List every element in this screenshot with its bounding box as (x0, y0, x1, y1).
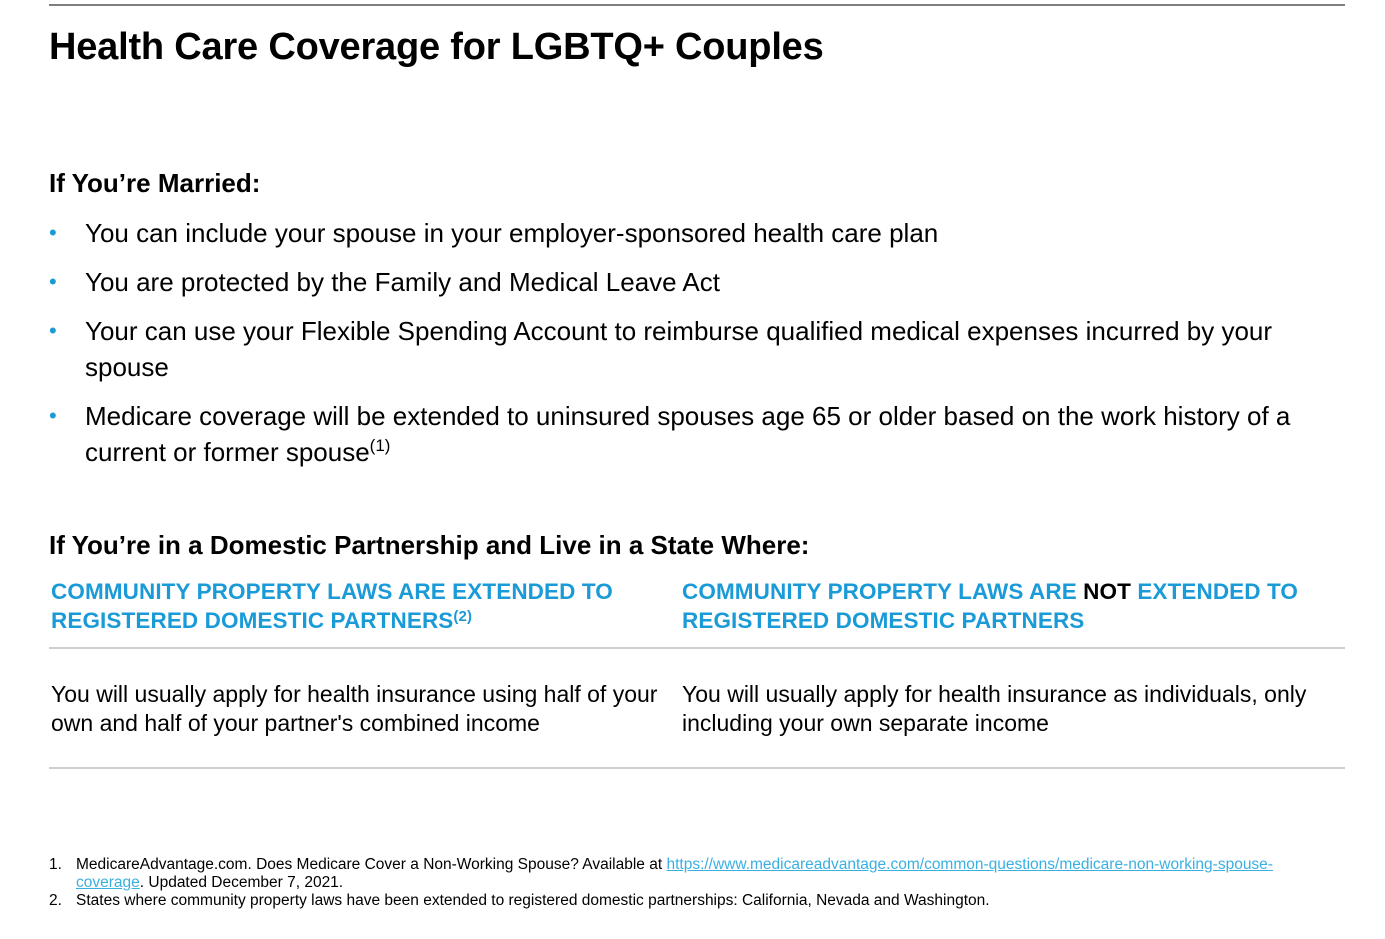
bullet-item (49, 264, 1349, 300)
domestic-partnership-heading: If You’re in a Domestic Partnership and Live in a State Where: (49, 530, 810, 560)
bullet-item (49, 313, 1349, 385)
not-emphasis: NOT (1083, 579, 1131, 604)
footnote-item (49, 856, 1339, 892)
page-title: Health Care Coverage for LGBTQ+ Couples (49, 26, 824, 68)
footnote-text: States where community property laws have been extended to registered domestic partnerships: California, Nevada and Washington. (76, 892, 990, 909)
footnote-ref: (2) (453, 608, 473, 625)
bullet-dot-icon: • (49, 269, 57, 294)
not-extended-header-text-before: COMMUNITY PROPERTY LAWS ARE (682, 579, 1084, 604)
bullet-text: Medicare coverage will be extended to uninsured spouses age 65 or older based on the work history of a current or former spouse (85, 401, 1291, 467)
not-extended-column-header (682, 577, 1332, 635)
bullet-dot-icon: • (49, 318, 57, 343)
footnote-item (49, 892, 1339, 910)
extended-column-header (51, 577, 641, 635)
bullet-text: You are protected by the Family and Medical Leave Act (85, 267, 720, 297)
bullet-text: You can include your spouse in your employer-sponsored health care plan (85, 218, 939, 248)
married-heading: If You’re Married: (49, 168, 261, 198)
table-divider-bottom (49, 767, 1345, 769)
extended-header-text: COMMUNITY PROPERTY LAWS ARE EXTENDED TO REGISTERED DOMESTIC PARTNERS (51, 579, 613, 633)
footnote-number: 1. (49, 856, 62, 873)
footnotes-list (49, 856, 1339, 910)
bullet-dot-icon: • (49, 220, 57, 245)
top-divider (49, 4, 1345, 6)
source-link[interactable]: https://www.medicareadvantage.com/common-questions/medicare-non-working-spouse-coverage (76, 856, 1273, 891)
bullet-item (49, 215, 1349, 251)
married-bullet-list (49, 215, 1349, 483)
table-divider-top (49, 647, 1345, 649)
footnote-number: 2. (49, 892, 62, 909)
bullet-dot-icon: • (49, 403, 57, 428)
footnote-text-after: . Updated December 7, 2021. (139, 874, 344, 891)
not-extended-column-text: You will usually apply for health insurance as individuals, only including your own separate income (682, 681, 1307, 736)
extended-column-text: You will usually apply for health insurance using half of your own and half of your partner's combined income (51, 681, 658, 736)
not-extended-header-text-after: EXTENDED TO REGISTERED DOMESTIC PARTNERS (682, 579, 1299, 633)
footnote-text: MedicareAdvantage.com. Does Medicare Cover a Non-Working Spouse? Available at (76, 856, 667, 873)
bullet-item (49, 398, 1349, 470)
bullet-text: Your can use your Flexible Spending Account to reimburse qualified medical expenses incurred by your spouse (85, 316, 1273, 382)
footnote-ref: (1) (369, 436, 391, 455)
